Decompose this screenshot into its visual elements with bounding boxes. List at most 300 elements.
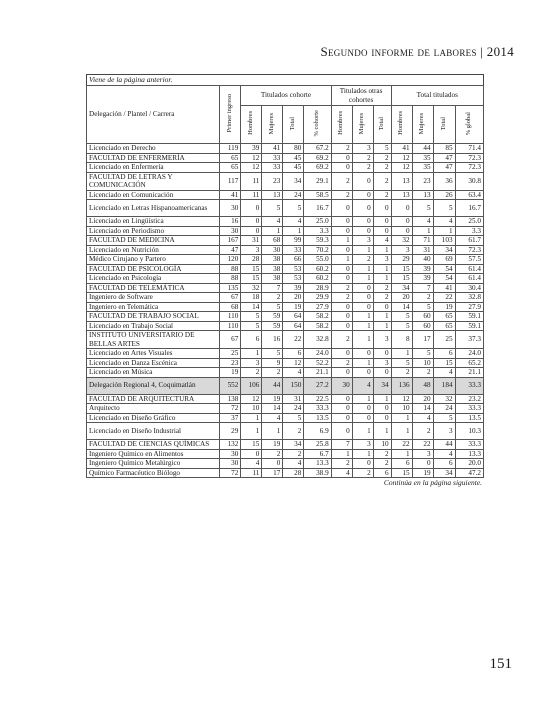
table-cell: 44 bbox=[262, 377, 283, 394]
table-cell: 64 bbox=[283, 321, 304, 331]
table-cell: 4 bbox=[262, 413, 283, 423]
table-cell: 2 bbox=[373, 190, 391, 200]
table-row bbox=[87, 255, 484, 265]
row-label: FACULTAD DE CIENCIAS QUÍMICAS bbox=[87, 440, 220, 450]
column-header-mujeres: Mujeres bbox=[412, 106, 433, 144]
table-cell: 54 bbox=[433, 264, 455, 274]
table-cell: 30.4 bbox=[455, 283, 483, 293]
table-cell: 7 bbox=[262, 283, 283, 293]
table-cell: 552 bbox=[220, 377, 241, 394]
table-cell: 30 bbox=[220, 226, 241, 236]
table-cell: 12 bbox=[241, 394, 262, 404]
row-label: Licenciado en Derecho bbox=[87, 144, 220, 154]
table-cell: 17 bbox=[412, 331, 433, 349]
table-cell: 34 bbox=[283, 172, 304, 190]
table-cell: 24 bbox=[283, 190, 304, 200]
table-cell: 32 bbox=[241, 283, 262, 293]
table-cell: 23.2 bbox=[455, 394, 483, 404]
table-cell: 12 bbox=[391, 153, 412, 163]
table-cell: 18 bbox=[241, 293, 262, 303]
table-cell: 67 bbox=[220, 293, 241, 303]
table-row bbox=[87, 440, 484, 450]
column-header-total: Total bbox=[373, 106, 391, 144]
table-cell: 1 bbox=[352, 245, 373, 255]
table-cell: 1 bbox=[391, 413, 412, 423]
row-label: Ingeniero en Telemática bbox=[87, 302, 220, 312]
table-cell: 38 bbox=[262, 274, 283, 284]
table-cell: 15 bbox=[433, 358, 455, 368]
table-cell: 28 bbox=[241, 255, 262, 265]
table-cell: 25.8 bbox=[304, 440, 331, 450]
table-cell: 0 bbox=[352, 293, 373, 303]
table-cell: 13.5 bbox=[455, 413, 483, 423]
table-row bbox=[87, 264, 484, 274]
table-cell: 37 bbox=[220, 413, 241, 423]
continued-next-note: Continúa en la página siguiente. bbox=[383, 478, 482, 487]
table-cell: 27.9 bbox=[455, 302, 483, 312]
table-row bbox=[87, 321, 484, 331]
table-cell: 60.2 bbox=[304, 264, 331, 274]
table-row bbox=[87, 459, 484, 469]
column-header-mujeres: Mujeres bbox=[352, 106, 373, 144]
table-cell: 30.8 bbox=[455, 172, 483, 190]
table-cell: 36 bbox=[433, 172, 455, 190]
table-cell: 0 bbox=[391, 217, 412, 227]
table-cell: 0 bbox=[373, 200, 391, 217]
column-header-label: Delegación / Plantel / Carrera bbox=[87, 86, 220, 144]
table-cell: 0 bbox=[331, 321, 352, 331]
table-cell: 59 bbox=[262, 312, 283, 322]
table-cell: 5 bbox=[433, 200, 455, 217]
table-cell: 22.5 bbox=[304, 394, 331, 404]
table-cell: 2 bbox=[331, 293, 352, 303]
table-cell: 0 bbox=[241, 449, 262, 459]
table-cell: 68 bbox=[220, 302, 241, 312]
table-cell: 20 bbox=[391, 293, 412, 303]
table-cell: 0 bbox=[412, 459, 433, 469]
table-cell: 0 bbox=[352, 217, 373, 227]
table-cell: 65 bbox=[433, 312, 455, 322]
table-cell: 23 bbox=[262, 172, 283, 190]
table-row bbox=[87, 163, 484, 173]
group-header-total: Total titulados bbox=[391, 86, 483, 106]
table-cell: 1 bbox=[373, 274, 391, 284]
table-cell: 0 bbox=[373, 302, 391, 312]
table-cell: 41 bbox=[391, 144, 412, 154]
table-cell: 19 bbox=[283, 302, 304, 312]
table-cell: 65 bbox=[220, 163, 241, 173]
table-cell: 5 bbox=[391, 312, 412, 322]
table-cell: 1 bbox=[391, 423, 412, 440]
table-cell: 33.3 bbox=[455, 377, 483, 394]
table-cell: 69.2 bbox=[304, 153, 331, 163]
table-cell: 2 bbox=[373, 153, 391, 163]
table-cell: 33 bbox=[283, 245, 304, 255]
table-cell: 53 bbox=[283, 264, 304, 274]
row-label: FACULTAD DE PSICOLOGÍA bbox=[87, 264, 220, 274]
table-cell: 2 bbox=[352, 153, 373, 163]
table-cell: 39 bbox=[412, 264, 433, 274]
table-cell: 117 bbox=[220, 172, 241, 190]
table-cell: 88 bbox=[220, 274, 241, 284]
table-cell: 2 bbox=[412, 293, 433, 303]
column-header-primer-ingreso: Primer ingreso bbox=[220, 86, 241, 144]
row-label: Licenciado en Nutrición bbox=[87, 245, 220, 255]
table-cell: 27.9 bbox=[304, 302, 331, 312]
table-cell: 44 bbox=[412, 144, 433, 154]
table-cell: 44 bbox=[433, 440, 455, 450]
table-cell: 32 bbox=[391, 236, 412, 246]
table-cell: 4 bbox=[373, 236, 391, 246]
table-row bbox=[87, 368, 484, 378]
table-cell: 47 bbox=[433, 153, 455, 163]
table-cell: 12 bbox=[391, 394, 412, 404]
column-header-pct-global: % global bbox=[455, 106, 483, 144]
table-cell: 1 bbox=[373, 321, 391, 331]
table-row bbox=[87, 226, 484, 236]
table-cell: 3 bbox=[373, 331, 391, 349]
table-cell: 1 bbox=[241, 423, 262, 440]
table-cell: 0 bbox=[331, 413, 352, 423]
table-cell: 4 bbox=[433, 368, 455, 378]
table-cell: 47.2 bbox=[455, 468, 483, 478]
table-cell: 1 bbox=[262, 423, 283, 440]
table-cell: 138 bbox=[220, 394, 241, 404]
table-cell: 132 bbox=[220, 440, 241, 450]
table-cell: 16.7 bbox=[304, 200, 331, 217]
table-cell: 2 bbox=[283, 423, 304, 440]
table-cell: 1 bbox=[373, 394, 391, 404]
table-cell: 72 bbox=[220, 468, 241, 478]
table-row bbox=[87, 153, 484, 163]
table-cell: 3 bbox=[352, 144, 373, 154]
table-cell: 12 bbox=[241, 163, 262, 173]
table-cell: 1 bbox=[352, 321, 373, 331]
table-cell: 0 bbox=[331, 302, 352, 312]
table-row bbox=[87, 144, 484, 154]
table-cell: 30 bbox=[220, 459, 241, 469]
table-cell: 28 bbox=[283, 468, 304, 478]
table-cell: 33.3 bbox=[455, 440, 483, 450]
table-row bbox=[87, 236, 484, 246]
row-label: Licenciado en Letras Hispanoamericanas bbox=[87, 200, 220, 217]
table-cell: 15 bbox=[241, 440, 262, 450]
table-cell: 0 bbox=[352, 283, 373, 293]
table-cell: 26 bbox=[433, 190, 455, 200]
table-cell: 69 bbox=[433, 255, 455, 265]
table-cell: 55.0 bbox=[304, 255, 331, 265]
table-cell: 3 bbox=[241, 245, 262, 255]
table-cell: 45 bbox=[283, 163, 304, 173]
table-cell: 1 bbox=[391, 349, 412, 359]
table-cell: 0 bbox=[241, 217, 262, 227]
table-cell: 1 bbox=[352, 358, 373, 368]
table-cell: 10.3 bbox=[455, 423, 483, 440]
table-cell: 6 bbox=[433, 459, 455, 469]
table-cell: 30 bbox=[331, 377, 352, 394]
table-header bbox=[87, 86, 484, 144]
table-cell: 0 bbox=[331, 423, 352, 440]
table-cell: 31 bbox=[283, 394, 304, 404]
row-label: FACULTAD DE TELEMÁTICA bbox=[87, 283, 220, 293]
table-cell: 10 bbox=[391, 404, 412, 414]
table-cell: 0 bbox=[352, 302, 373, 312]
table-cell: 4 bbox=[283, 217, 304, 227]
table-cell: 1 bbox=[412, 226, 433, 236]
table-cell: 1 bbox=[352, 449, 373, 459]
column-header-hombres: Hombres bbox=[331, 106, 352, 144]
table-cell: 2 bbox=[283, 449, 304, 459]
row-label: Ingeniero Químico Metalúrgico bbox=[87, 459, 220, 469]
row-label: Licenciado en Danza Escénica bbox=[87, 358, 220, 368]
table-cell: 2 bbox=[373, 283, 391, 293]
table-cell: 68 bbox=[262, 236, 283, 246]
table-cell: 3 bbox=[433, 423, 455, 440]
table-cell: 19 bbox=[262, 440, 283, 450]
table-cell: 11 bbox=[241, 468, 262, 478]
table-cell: 34 bbox=[433, 468, 455, 478]
table-cell: 1 bbox=[352, 423, 373, 440]
row-label: Licenciado en Psicología bbox=[87, 274, 220, 284]
table-cell: 0 bbox=[331, 349, 352, 359]
table-cell: 3.3 bbox=[304, 226, 331, 236]
table-cell: 34 bbox=[391, 283, 412, 293]
table-row bbox=[87, 172, 484, 190]
table-cell: 2 bbox=[331, 190, 352, 200]
table-cell: 2 bbox=[331, 144, 352, 154]
table-cell: 6 bbox=[283, 349, 304, 359]
table-cell: 5 bbox=[373, 144, 391, 154]
table-row bbox=[87, 449, 484, 459]
table-cell: 5 bbox=[412, 302, 433, 312]
table-cell: 5 bbox=[283, 200, 304, 217]
table-cell: 3 bbox=[373, 358, 391, 368]
table-row bbox=[87, 200, 484, 217]
table-cell: 20.0 bbox=[455, 459, 483, 469]
row-label: FACULTAD DE LETRAS Y COMUNICACIÓN bbox=[87, 172, 220, 190]
table-cell: 7 bbox=[331, 440, 352, 450]
table-cell: 59.1 bbox=[455, 321, 483, 331]
table-cell: 58.5 bbox=[304, 190, 331, 200]
table-cell: 88 bbox=[220, 264, 241, 274]
table-cell: 110 bbox=[220, 321, 241, 331]
table-cell: 103 bbox=[433, 236, 455, 246]
table-cell: 0 bbox=[331, 312, 352, 322]
table-cell: 33.3 bbox=[304, 404, 331, 414]
table-cell: 1 bbox=[433, 226, 455, 236]
table-cell: 23 bbox=[220, 358, 241, 368]
row-label: Licenciado en Lingüística bbox=[87, 217, 220, 227]
table-cell: 25 bbox=[220, 349, 241, 359]
column-header-total: Total bbox=[283, 106, 304, 144]
table-cell: 48 bbox=[412, 377, 433, 394]
table-cell: 21.1 bbox=[304, 368, 331, 378]
table-cell: 135 bbox=[220, 283, 241, 293]
table-cell: 47 bbox=[433, 163, 455, 173]
table-cell: 10 bbox=[241, 404, 262, 414]
row-label: Ingeniero de Software bbox=[87, 293, 220, 303]
table-cell: 59.3 bbox=[304, 236, 331, 246]
table-cell: 1 bbox=[373, 245, 391, 255]
table-body bbox=[87, 144, 484, 478]
column-header-pct-cohorte: % cohorte bbox=[304, 106, 331, 144]
table-cell: 40 bbox=[412, 255, 433, 265]
table-cell: 14 bbox=[262, 404, 283, 414]
table-cell: 4 bbox=[352, 377, 373, 394]
table-row bbox=[87, 190, 484, 200]
table-cell: 0 bbox=[352, 190, 373, 200]
table-cell: 6 bbox=[433, 349, 455, 359]
graduates-table bbox=[86, 85, 484, 478]
table-cell: 2 bbox=[262, 449, 283, 459]
table-cell: 38 bbox=[262, 264, 283, 274]
table-cell: 2 bbox=[412, 368, 433, 378]
table-cell: 1 bbox=[331, 255, 352, 265]
table-row bbox=[87, 349, 484, 359]
table-cell: 3 bbox=[352, 236, 373, 246]
table-cell: 64 bbox=[283, 312, 304, 322]
table-cell: 15 bbox=[391, 264, 412, 274]
table-cell: 28.9 bbox=[304, 283, 331, 293]
page-header bbox=[320, 44, 514, 60]
table-cell: 1 bbox=[283, 226, 304, 236]
table-cell: 4 bbox=[331, 468, 352, 478]
row-label: Delegación Regional 4, Coquimatlán bbox=[87, 377, 220, 394]
table-cell: 65 bbox=[433, 321, 455, 331]
row-label: Licenciado en Trabajo Social bbox=[87, 321, 220, 331]
table-cell: 12 bbox=[283, 358, 304, 368]
table-cell: 30 bbox=[220, 200, 241, 217]
table-row bbox=[87, 302, 484, 312]
table-cell: 0 bbox=[391, 226, 412, 236]
table-cell: 2 bbox=[373, 459, 391, 469]
table-cell: 30 bbox=[220, 449, 241, 459]
table-cell: 119 bbox=[220, 144, 241, 154]
table-cell: 72.3 bbox=[455, 245, 483, 255]
table-cell: 33.3 bbox=[455, 404, 483, 414]
table-cell: 30 bbox=[262, 245, 283, 255]
table-cell: 22 bbox=[391, 440, 412, 450]
table-cell: 0 bbox=[331, 153, 352, 163]
table-cell: 2 bbox=[391, 368, 412, 378]
table-cell: 0 bbox=[331, 245, 352, 255]
table-cell: 2 bbox=[352, 255, 373, 265]
table-cell: 19 bbox=[433, 302, 455, 312]
table-cell: 32.8 bbox=[304, 331, 331, 349]
row-label: Licenciado en Enfermería bbox=[87, 163, 220, 173]
table-cell: 41 bbox=[433, 283, 455, 293]
table-cell: 9 bbox=[262, 358, 283, 368]
table-cell: 32.8 bbox=[455, 293, 483, 303]
table-cell: 70.2 bbox=[304, 245, 331, 255]
table-cell: 20 bbox=[412, 394, 433, 404]
table-cell: 3 bbox=[391, 245, 412, 255]
table-cell: 5 bbox=[412, 349, 433, 359]
group-header-cohorte: Titulados cohorte bbox=[241, 86, 331, 106]
table-cell: 0 bbox=[352, 349, 373, 359]
table-cell: 17 bbox=[262, 468, 283, 478]
row-label: Licenciado en Música bbox=[87, 368, 220, 378]
table-cell: 2 bbox=[352, 468, 373, 478]
page-number: 151 bbox=[489, 656, 512, 672]
row-label: FACULTAD DE TRABAJO SOCIAL bbox=[87, 312, 220, 322]
table-cell: 39 bbox=[241, 144, 262, 154]
table-cell: 25.0 bbox=[455, 217, 483, 227]
table-cell: 0 bbox=[331, 217, 352, 227]
table-cell: 19 bbox=[412, 468, 433, 478]
table-cell: 3 bbox=[412, 449, 433, 459]
table-cell: 34 bbox=[283, 440, 304, 450]
table-cell: 67.2 bbox=[304, 144, 331, 154]
table-cell: 60 bbox=[412, 312, 433, 322]
table-cell: 2 bbox=[373, 163, 391, 173]
table-cell: 1 bbox=[352, 331, 373, 349]
table-cell: 80 bbox=[283, 144, 304, 154]
table-cell: 0 bbox=[331, 226, 352, 236]
table-cell: 1 bbox=[241, 413, 262, 423]
table-cell: 0 bbox=[331, 200, 352, 217]
table-cell: 6.9 bbox=[304, 423, 331, 440]
table-cell: 39 bbox=[283, 283, 304, 293]
table-cell: 4 bbox=[433, 217, 455, 227]
table-cell: 24.0 bbox=[304, 349, 331, 359]
table-cell: 0 bbox=[331, 394, 352, 404]
table-cell: 7 bbox=[412, 283, 433, 293]
table-cell: 52.2 bbox=[304, 358, 331, 368]
table-cell: 0 bbox=[262, 459, 283, 469]
row-label: Ingeniero Químico en Alimentos bbox=[87, 449, 220, 459]
table-cell: 14 bbox=[412, 404, 433, 414]
table-row bbox=[87, 358, 484, 368]
table-cell: 4 bbox=[412, 217, 433, 227]
table-cell: 25 bbox=[433, 331, 455, 349]
table-cell: 22 bbox=[412, 440, 433, 450]
table-cell: 23 bbox=[412, 172, 433, 190]
table-cell: 24 bbox=[433, 404, 455, 414]
table-row bbox=[87, 293, 484, 303]
table-cell: 60.2 bbox=[304, 274, 331, 284]
table-cell: 72.3 bbox=[455, 153, 483, 163]
table-cell: 71 bbox=[412, 236, 433, 246]
table-cell: 29.9 bbox=[304, 293, 331, 303]
table-cell: 12 bbox=[241, 153, 262, 163]
table-cell: 3.3 bbox=[455, 226, 483, 236]
table-cell: 39 bbox=[412, 274, 433, 284]
table-cell: 21.1 bbox=[455, 368, 483, 378]
table-cell: 5 bbox=[391, 321, 412, 331]
table-row bbox=[87, 283, 484, 293]
row-label: FACULTAD DE ENFERMERÍA bbox=[87, 153, 220, 163]
table-cell: 136 bbox=[391, 377, 412, 394]
table-cell: 4 bbox=[241, 459, 262, 469]
table-cell: 2 bbox=[331, 172, 352, 190]
table-cell: 0 bbox=[352, 200, 373, 217]
table-cell: 69.2 bbox=[304, 163, 331, 173]
table-cell: 2 bbox=[241, 368, 262, 378]
table-cell: 5 bbox=[433, 413, 455, 423]
table-cell: 0 bbox=[331, 368, 352, 378]
table-cell: 0 bbox=[352, 368, 373, 378]
table-cell: 29 bbox=[220, 423, 241, 440]
table-cell: 167 bbox=[220, 236, 241, 246]
table-cell: 4 bbox=[262, 217, 283, 227]
table-cell: 0 bbox=[373, 226, 391, 236]
table-cell: 13.3 bbox=[304, 459, 331, 469]
table-cell: 11 bbox=[241, 190, 262, 200]
row-label: Médico Cirujano y Partero bbox=[87, 255, 220, 265]
column-header-mujeres: Mujeres bbox=[262, 106, 283, 144]
table-cell: 38.9 bbox=[304, 468, 331, 478]
